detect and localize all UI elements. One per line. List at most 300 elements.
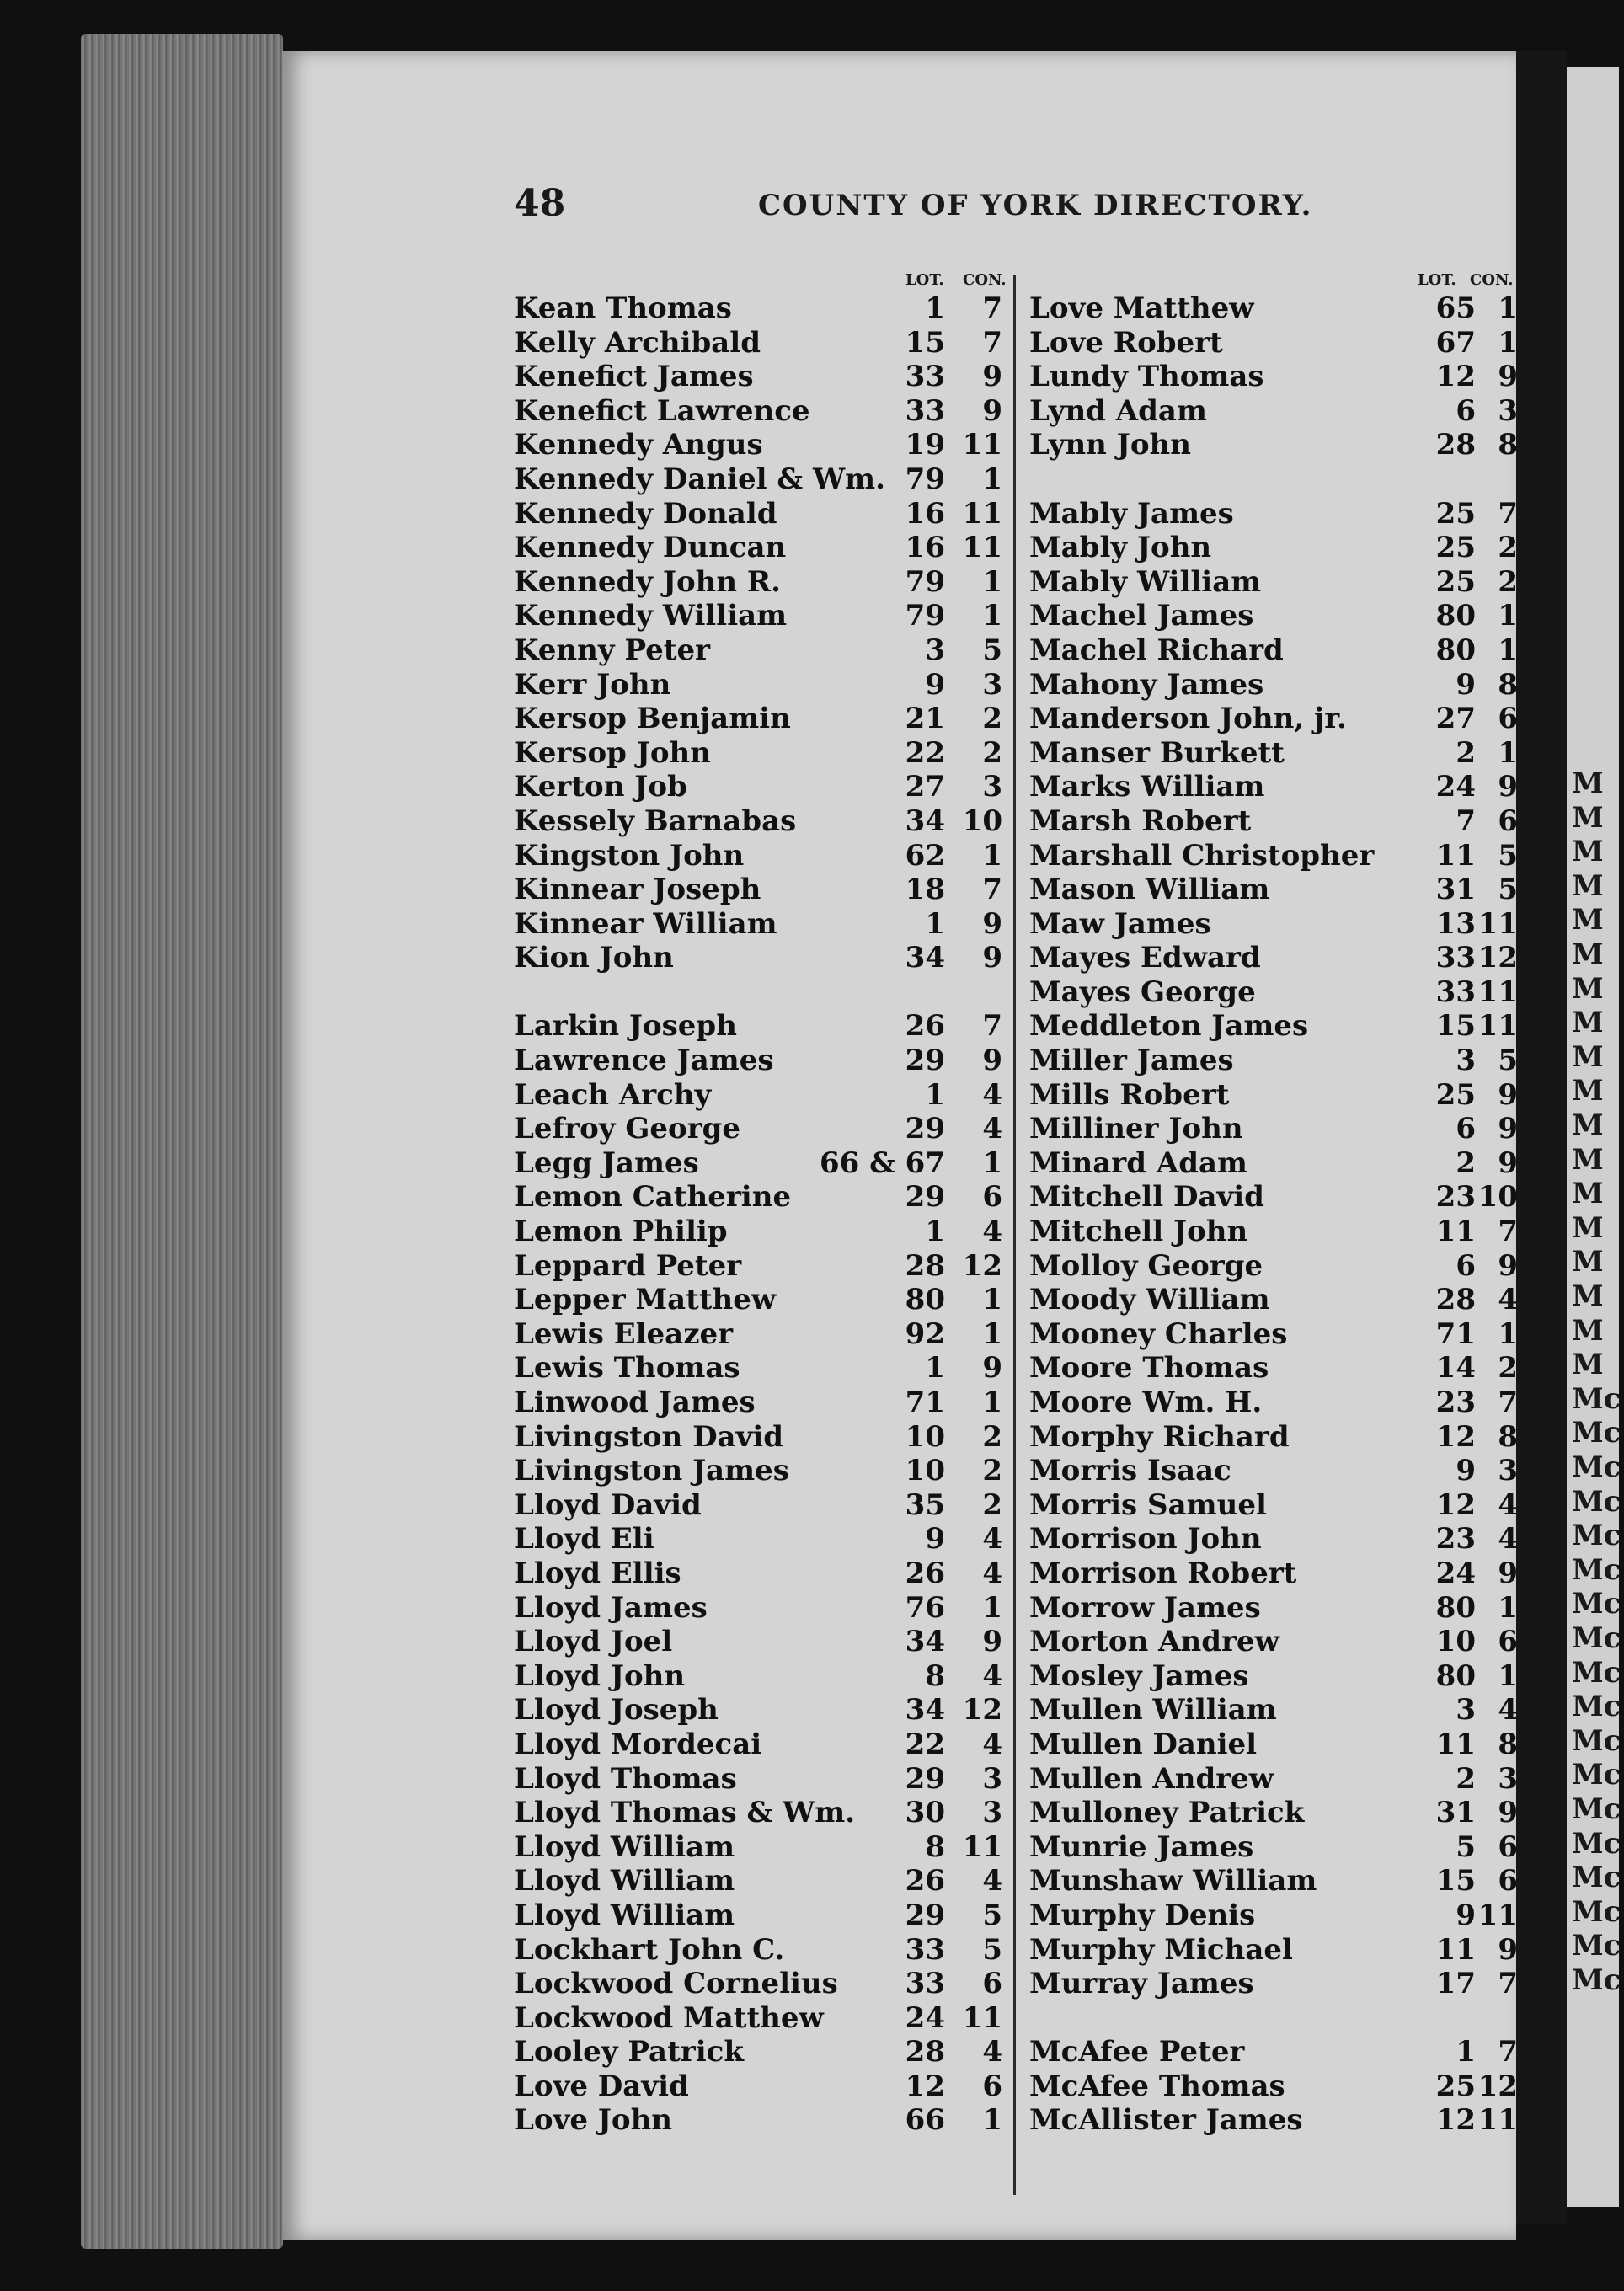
directory-entry <box>514 360 1002 394</box>
resident-name: Kean Thomas <box>514 291 732 325</box>
next-page-letter: M <box>1572 1039 1604 1074</box>
resident-name: Lynn John <box>1029 428 1191 462</box>
next-page-letter: Mc <box>1572 1552 1621 1587</box>
concession-number: 9 <box>1498 1248 1518 1283</box>
lot-number: 28 <box>1435 1283 1476 1317</box>
lot-number: 24 <box>1435 770 1476 804</box>
directory-entry <box>1029 1420 1518 1455</box>
lot-number: 33 <box>905 1967 945 2001</box>
concession-number: 2 <box>1498 564 1518 599</box>
book-page-edges <box>81 34 283 2249</box>
directory-entry <box>514 1864 1002 1898</box>
concession-number: 4 <box>1498 1283 1518 1317</box>
concession-number: 1 <box>1498 1316 1518 1351</box>
directory-entry <box>1029 1044 1518 1078</box>
lot-number: 80 <box>1435 633 1476 667</box>
directory-entry <box>514 531 1002 565</box>
resident-name: Morphy Richard <box>1029 1419 1290 1454</box>
lot-number: 80 <box>905 1283 945 1317</box>
resident-name: Lemon Catherine <box>514 1180 792 1215</box>
lot-number: 34 <box>905 1693 945 1728</box>
lot-number: 29 <box>905 1112 945 1146</box>
resident-name: Morris Isaac <box>1029 1454 1231 1488</box>
directory-entry <box>514 668 1002 702</box>
concession-number: 1 <box>982 1590 1002 1625</box>
directory-entry <box>514 291 1002 326</box>
lot-number: 5 <box>1456 1829 1476 1864</box>
directory-entry <box>1029 1728 1518 1762</box>
lot-number: 24 <box>1435 1556 1476 1590</box>
resident-name: Kingston John <box>514 838 745 873</box>
directory-entry <box>1029 668 1518 702</box>
next-page-letter: Mc <box>1572 1450 1621 1484</box>
directory-entry <box>514 1796 1002 1830</box>
concession-number: 7 <box>982 291 1002 325</box>
concession-number: 11 <box>1477 975 1518 1009</box>
lot-number: 23 <box>1435 1180 1476 1215</box>
next-page-letter: Mc <box>1572 1484 1621 1519</box>
resident-name: Murphy Denis <box>1029 1898 1256 1932</box>
directory-entry <box>514 1283 1002 1317</box>
lot-number: 14 <box>1435 1351 1476 1386</box>
next-page-letter: M <box>1572 1313 1604 1348</box>
directory-entry <box>514 1830 1002 1865</box>
resident-name: Morrow James <box>1029 1590 1261 1625</box>
concession-number: 2 <box>982 1487 1002 1522</box>
resident-name: Lynd Adam <box>1029 393 1207 428</box>
concession-number: 1 <box>982 1146 1002 1180</box>
resident-name: Kersop Benjamin <box>514 702 791 736</box>
resident-name: Kennedy Donald <box>514 496 777 531</box>
next-page-letter: M <box>1572 1210 1604 1245</box>
lot-number: 71 <box>905 1386 945 1419</box>
lot-number: 66 <box>905 2103 945 2138</box>
concession-number: 9 <box>1498 770 1518 804</box>
directory-entry <box>514 941 1002 975</box>
concession-number: 9 <box>982 1044 1002 1078</box>
directory-entry <box>1029 1317 1518 1352</box>
next-page-letter: M <box>1572 1006 1604 1040</box>
concession-number: 6 <box>1498 1829 1518 1864</box>
directory-entry <box>514 1044 1002 1078</box>
lot-number: 2 <box>1456 1761 1476 1796</box>
resident-name: Lloyd David <box>514 1487 702 1522</box>
next-page-letter: Mc <box>1572 1758 1621 1792</box>
concession-number: 11 <box>1477 1898 1518 1932</box>
directory-entry <box>514 804 1002 839</box>
resident-name: Mably John <box>1029 531 1212 565</box>
concession-number: 6 <box>982 2069 1002 2103</box>
concession-number: 2 <box>982 1454 1002 1488</box>
lot-number: 26 <box>905 1864 945 1898</box>
left-directory-column <box>514 291 1002 2138</box>
directory-entry <box>514 1249 1002 1284</box>
concession-number: 10 <box>962 804 1002 838</box>
next-page-letter: Mc <box>1572 1519 1621 1553</box>
concession-number: 2 <box>982 735 1002 770</box>
resident-name: Lawrence James <box>514 1044 774 1078</box>
right-con-header: CON. <box>1470 271 1514 289</box>
resident-name: Murphy Michael <box>1029 1932 1293 1967</box>
directory-entry <box>514 1146 1002 1181</box>
resident-name: Mosley James <box>1029 1658 1249 1693</box>
concession-number: 1 <box>1498 1658 1518 1693</box>
resident-name: Lewis Thomas <box>514 1351 740 1386</box>
concession-number: 8 <box>1498 667 1518 702</box>
lot-number: 33 <box>905 360 945 394</box>
lot-number: 21 <box>905 702 945 736</box>
concession-number: 12 <box>1477 2069 1518 2103</box>
lot-number: 31 <box>1435 873 1476 907</box>
directory-entry <box>514 1386 1002 1420</box>
resident-name: Kennedy John R. <box>514 564 782 599</box>
resident-name: Love Matthew <box>1029 291 1254 325</box>
directory-entry <box>1029 326 1518 360</box>
lot-number: 35 <box>905 1487 945 1522</box>
lot-number: 9 <box>925 667 945 702</box>
directory-entry <box>514 839 1002 873</box>
resident-name: Lloyd Joel <box>514 1625 673 1659</box>
next-page-letter: Mc <box>1572 1416 1621 1450</box>
resident-name: Manderson John, jr. <box>1029 702 1347 736</box>
directory-entry <box>1029 1693 1518 1728</box>
concession-number: 3 <box>982 1796 1002 1830</box>
directory-entry <box>514 2103 1002 2138</box>
lot-number: 11 <box>1435 1932 1476 1967</box>
resident-name: Munshaw William <box>1029 1864 1317 1898</box>
concession-number: 3 <box>982 770 1002 804</box>
concession-number: 4 <box>1498 1693 1518 1728</box>
directory-entry <box>514 1078 1002 1113</box>
directory-entry <box>1029 804 1518 839</box>
resident-name: McAfee Peter <box>1029 2035 1245 2069</box>
resident-name: Kersop John <box>514 735 711 770</box>
lot-number: 10 <box>905 1419 945 1454</box>
directory-entry <box>514 1933 1002 1968</box>
concession-number: 8 <box>1498 1419 1518 1454</box>
resident-name: Leppard Peter <box>514 1248 742 1283</box>
lot-number: 30 <box>905 1796 945 1830</box>
resident-name: Machel Richard <box>1029 633 1284 667</box>
concession-number: 9 <box>982 906 1002 941</box>
page-number: 48 <box>514 182 566 225</box>
directory-entry <box>1029 2103 1518 2138</box>
resident-name: Kerton Job <box>514 770 687 804</box>
concession-number: 4 <box>982 2035 1002 2069</box>
concession-number: 1 <box>1498 633 1518 667</box>
concession-number: 1 <box>1498 735 1518 770</box>
directory-entry <box>1029 1386 1518 1420</box>
concession-number: 8 <box>1498 428 1518 462</box>
lot-number: 8 <box>925 1658 945 1693</box>
next-page-letter: M <box>1572 1348 1604 1382</box>
concession-number: 9 <box>982 360 1002 394</box>
lot-number: 23 <box>1435 1386 1476 1419</box>
left-lot-header: LOT. <box>905 271 944 289</box>
lot-number: 18 <box>905 873 945 907</box>
concession-number: 1 <box>1498 325 1518 360</box>
resident-name: Lloyd William <box>514 1829 735 1864</box>
lot-number: 1 <box>925 1215 945 1249</box>
next-page-letter: M <box>1572 971 1604 1006</box>
lot-number: 34 <box>905 1625 945 1659</box>
concession-number: 12 <box>1477 941 1518 975</box>
resident-name: Meddleton James <box>1029 1009 1309 1044</box>
lot-number: 80 <box>1435 1590 1476 1625</box>
lot-number: 7 <box>1456 804 1476 838</box>
concession-number: 7 <box>1498 1386 1518 1419</box>
directory-entry <box>1029 531 1518 565</box>
concession-number: 1 <box>982 1283 1002 1317</box>
next-page-letter: Mc <box>1572 1929 1621 1963</box>
directory-entry <box>514 1967 1002 2001</box>
next-page-letter: M <box>1572 937 1604 971</box>
concession-number: 9 <box>982 1351 1002 1386</box>
directory-entry <box>1029 1351 1518 1386</box>
directory-entry <box>514 1351 1002 1386</box>
directory-entry <box>1029 1009 1518 1044</box>
lot-number: 34 <box>905 941 945 975</box>
resident-name: Morrison Robert <box>1029 1556 1297 1590</box>
concession-number: 10 <box>1477 1180 1518 1215</box>
next-page-edge <box>1567 67 1619 2207</box>
lot-number: 9 <box>1456 1898 1476 1932</box>
resident-name: Lockhart John C. <box>514 1932 785 1967</box>
resident-name: Kenefict James <box>514 360 754 394</box>
resident-name: Morris Samuel <box>1029 1487 1267 1522</box>
resident-name: Lloyd John <box>514 1658 686 1693</box>
lot-number: 8 <box>925 1829 945 1864</box>
directory-entry <box>514 599 1002 633</box>
next-page-letter: M <box>1572 903 1604 937</box>
resident-name: Mably William <box>1029 564 1262 599</box>
lot-number: 16 <box>905 531 945 565</box>
concession-number: 2 <box>982 702 1002 736</box>
directory-entry <box>1029 736 1518 771</box>
concession-number: 1 <box>982 564 1002 599</box>
resident-name: Moore Wm. H. <box>1029 1386 1263 1419</box>
concession-number: 4 <box>982 1658 1002 1693</box>
concession-number: 4 <box>982 1215 1002 1249</box>
concession-number: 11 <box>1477 906 1518 941</box>
concession-number: 1 <box>982 1316 1002 1351</box>
directory-entry <box>1029 1933 1518 1968</box>
resident-name: Love Robert <box>1029 325 1223 360</box>
concession-number: 9 <box>982 393 1002 428</box>
resident-name: Kennedy Angus <box>514 428 763 462</box>
concession-number: 1 <box>982 599 1002 633</box>
directory-entry <box>1029 1146 1518 1181</box>
directory-entry <box>1029 1625 1518 1659</box>
concession-number: 11 <box>962 496 1002 531</box>
lot-number: 12 <box>1435 360 1476 394</box>
directory-entry <box>514 1591 1002 1626</box>
next-page-letter: Mc <box>1572 1826 1621 1861</box>
directory-entry <box>1029 1454 1518 1488</box>
resident-name: Lloyd Mordecai <box>514 1727 762 1761</box>
resident-name: Mooney Charles <box>1029 1316 1288 1351</box>
section-gap <box>1029 462 1518 497</box>
lot-number: 33 <box>1435 941 1476 975</box>
lot-number: 1 <box>925 1351 945 1386</box>
concession-number: 5 <box>982 1898 1002 1932</box>
directory-entry <box>514 497 1002 531</box>
resident-name: McAllister James <box>1029 2103 1303 2138</box>
directory-entry <box>514 394 1002 429</box>
directory-entry <box>1029 1830 1518 1865</box>
resident-name: Mitchell John <box>1029 1215 1248 1249</box>
concession-number: 9 <box>1498 1796 1518 1830</box>
directory-entry <box>1029 1796 1518 1830</box>
directory-entry <box>514 1557 1002 1591</box>
directory-entry <box>514 1215 1002 1249</box>
directory-entry <box>514 736 1002 771</box>
next-page-letter: Mc <box>1572 1861 1621 1895</box>
resident-name: Mitchell David <box>1029 1180 1264 1215</box>
concession-number: 7 <box>1498 496 1518 531</box>
lot-number: 2 <box>1456 1146 1476 1180</box>
lot-number: 12 <box>1435 1419 1476 1454</box>
lot-number: 25 <box>1435 1077 1476 1112</box>
lot-number: 15 <box>1435 1009 1476 1044</box>
resident-name: Minard Adam <box>1029 1146 1247 1180</box>
resident-name: Moore Thomas <box>1029 1351 1269 1386</box>
concession-number: 4 <box>982 1727 1002 1761</box>
next-page-letter: M <box>1572 1245 1604 1279</box>
concession-number: 6 <box>1498 1625 1518 1659</box>
directory-entry <box>1029 1557 1518 1591</box>
concession-number: 11 <box>962 1829 1002 1864</box>
column-divider <box>1013 275 1016 2195</box>
concession-number: 4 <box>1498 1487 1518 1522</box>
directory-entry <box>1029 873 1518 907</box>
lot-number: 6 <box>1456 1248 1476 1283</box>
lot-number: 34 <box>905 804 945 838</box>
concession-number: 9 <box>1498 1112 1518 1146</box>
lot-number: 25 <box>1435 496 1476 531</box>
concession-number: 7 <box>1498 2035 1518 2069</box>
concession-number: 4 <box>982 1112 1002 1146</box>
lot-number: 27 <box>1435 702 1476 736</box>
directory-entry <box>1029 1249 1518 1284</box>
resident-name: Lloyd Ellis <box>514 1556 681 1590</box>
concession-number: 7 <box>1498 1967 1518 2001</box>
next-page-letter: M <box>1572 1177 1604 1211</box>
resident-name: Lloyd Joseph <box>514 1693 719 1728</box>
directory-entry <box>1029 1898 1518 1933</box>
lot-number: 26 <box>905 1556 945 1590</box>
directory-entry <box>514 1180 1002 1215</box>
lot-number: 1 <box>925 1077 945 1112</box>
directory-entry <box>514 1898 1002 1933</box>
lot-number: 6 <box>1456 393 1476 428</box>
directory-entry <box>514 873 1002 907</box>
lot-number: 28 <box>905 1248 945 1283</box>
lot-number: 9 <box>925 1522 945 1557</box>
resident-name: Mably James <box>1029 496 1234 531</box>
section-gap <box>1029 2001 1518 2036</box>
lot-number: 71 <box>1435 1316 1476 1351</box>
directory-entry <box>1029 599 1518 633</box>
resident-name: Leach Archy <box>514 1077 712 1112</box>
next-page-letter: Mc <box>1572 1792 1621 1826</box>
directory-entry <box>514 1625 1002 1659</box>
resident-name: Lockwood Matthew <box>514 2000 824 2035</box>
directory-entry <box>1029 1488 1518 1523</box>
directory-entry <box>1029 1078 1518 1113</box>
directory-entry <box>514 2001 1002 2036</box>
lot-number: 23 <box>1435 1522 1476 1557</box>
concession-number: 4 <box>982 1864 1002 1898</box>
right-directory-column <box>1029 291 1518 2138</box>
directory-entry <box>514 1659 1002 1694</box>
resident-name: Milliner John <box>1029 1112 1243 1146</box>
lot-number: 1 <box>1456 2035 1476 2069</box>
resident-name: Moody William <box>1029 1283 1270 1317</box>
resident-name: Kinnear Joseph <box>514 873 761 907</box>
directory-entry <box>514 1009 1002 1044</box>
directory-entry <box>1029 1112 1518 1146</box>
concession-number: 11 <box>962 2000 1002 2035</box>
lot-number: 80 <box>1435 599 1476 633</box>
next-page-letter: M <box>1572 1108 1604 1142</box>
next-page-letter: M <box>1572 766 1604 800</box>
lot-number: 2 <box>1456 735 1476 770</box>
resident-name: Maw James <box>1029 906 1211 941</box>
resident-name: Kion John <box>514 941 674 975</box>
concession-number: 7 <box>982 873 1002 907</box>
directory-entry <box>1029 1180 1518 1215</box>
next-page-letter: M <box>1572 1142 1604 1177</box>
lot-number: 24 <box>905 2000 945 2035</box>
resident-name: Kelly Archibald <box>514 325 761 360</box>
concession-number: 2 <box>982 1419 1002 1454</box>
next-page-letter: Mc <box>1572 1621 1621 1655</box>
next-page-letter: M <box>1572 1279 1604 1313</box>
resident-name: Molloy George <box>1029 1248 1263 1283</box>
concession-number: 4 <box>982 1077 1002 1112</box>
lot-number: 28 <box>1435 428 1476 462</box>
resident-name: Marks William <box>1029 770 1265 804</box>
concession-number: 1 <box>982 1386 1002 1419</box>
resident-name: Lloyd Eli <box>514 1522 654 1557</box>
directory-entry <box>1029 497 1518 531</box>
resident-name: Lloyd Thomas <box>514 1761 737 1796</box>
next-page-letter: Mc <box>1572 1381 1621 1416</box>
resident-name: Kinnear William <box>514 906 777 941</box>
resident-name: Mahony James <box>1029 667 1264 702</box>
concession-number: 11 <box>962 428 1002 462</box>
resident-name: Love John <box>514 2103 673 2138</box>
resident-name: Mullen William <box>1029 1693 1277 1728</box>
resident-name: Lewis Eleazer <box>514 1316 734 1351</box>
next-page-letter: M <box>1572 835 1604 869</box>
lot-number: 22 <box>905 735 945 770</box>
resident-name: Lloyd William <box>514 1864 735 1898</box>
concession-number: 8 <box>1498 1727 1518 1761</box>
directory-entry <box>514 1454 1002 1488</box>
resident-name: Lloyd Thomas & Wm. <box>514 1796 856 1830</box>
lot-number: 65 <box>1435 291 1476 325</box>
concession-number: 5 <box>982 1932 1002 1967</box>
concession-number: 1 <box>982 838 1002 873</box>
resident-name: Kennedy Duncan <box>514 531 787 565</box>
resident-name: Lefroy George <box>514 1112 741 1146</box>
concession-number: 7 <box>982 1009 1002 1044</box>
resident-name: Marshall Christopher <box>1029 838 1375 873</box>
concession-number: 6 <box>982 1967 1002 2001</box>
resident-name: Kessely Barnabas <box>514 804 797 838</box>
